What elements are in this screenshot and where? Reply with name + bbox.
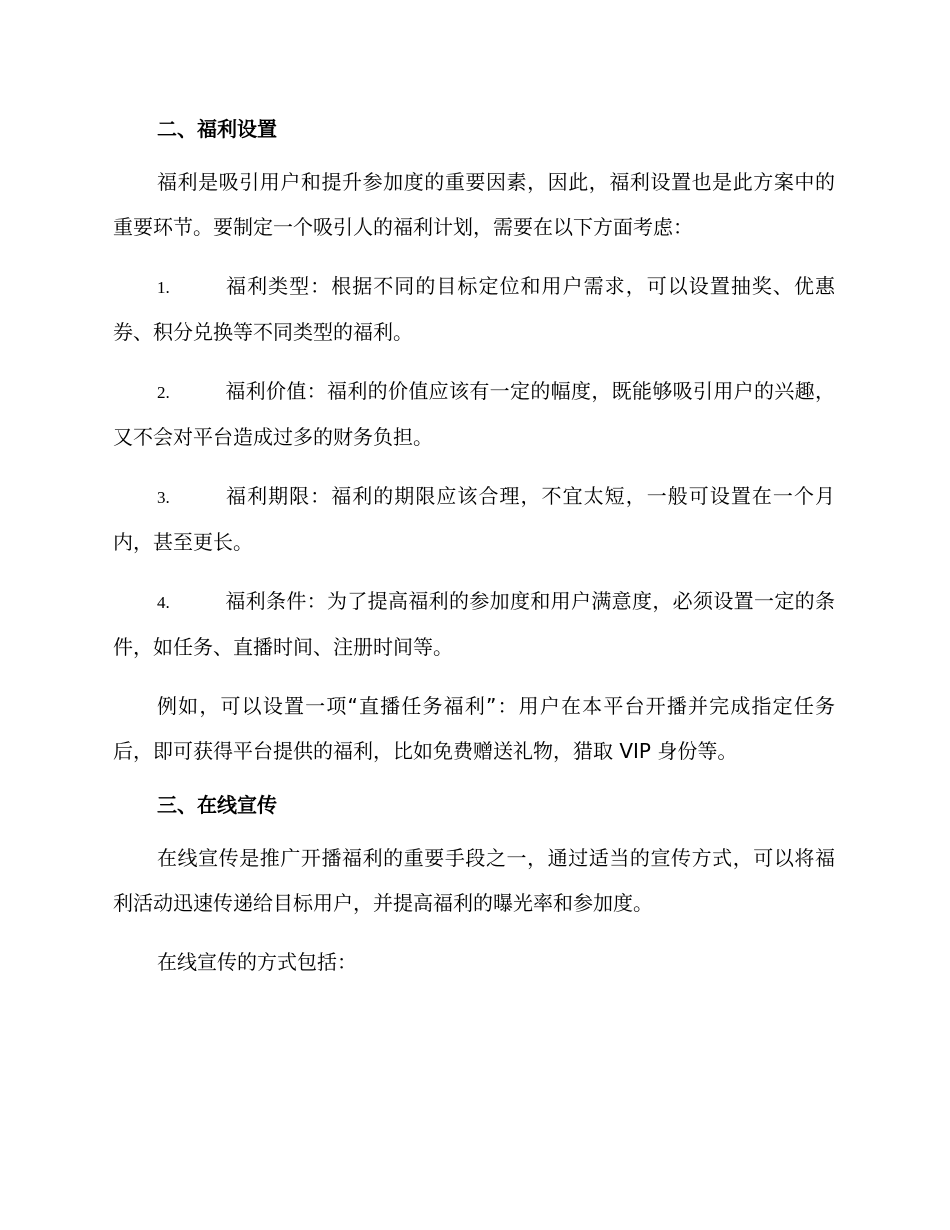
list-item-text: 福利条件：为了提高福利的参加度和用户满意度，必须设置一定的条件，如任务、直播时间、注册时间等。 (113, 589, 835, 659)
promotion-intro-paragraph: 在线宣传是推广开播福利的重要手段之一，通过适当的宣传方式，可以将福利活动迅速传递给目标用户，并提高福利的曝光率和参加度。 (113, 846, 835, 915)
list-item (113, 474, 835, 565)
document-body (113, 112, 835, 999)
welfare-intro-paragraph: 福利是吸引用户和提升参加度的重要因素，因此，福利设置也是此方案中的重要环节。要制定一个吸引人的福利计划，需要在以下方面考虑： (113, 170, 835, 239)
promotion-methods-lead: 在线宣传的方式包括： (157, 950, 357, 974)
welfare-example-paragraph: 例如，可以设置一项“直播任务福利”：用户在本平台开播并完成指定任务后，即可获得平台提供的福利，比如免费赠送礼物，猎取 VIP 身份等。 (113, 694, 835, 763)
section-heading-online-promotion: 三、在线宣传 (157, 793, 277, 817)
list-number: 2. (157, 383, 170, 402)
list-item (113, 369, 835, 460)
section-heading-welfare-settings: 二、福利设置 (157, 117, 277, 141)
list-number: 3. (157, 488, 170, 507)
list-number: 1. (157, 278, 170, 297)
list-item-text: 福利期限：福利的期限应该合理，不宜太短，一般可设置在一个月内，甚至更长。 (113, 484, 835, 554)
list-item (113, 579, 835, 670)
list-item-text: 福利价值：福利的价值应该有一定的幅度，既能够吸引用户的兴趣，又不会对平台造成过多的财务负担。 (113, 379, 835, 449)
list-item-text: 福利类型：根据不同的目标定位和用户需求，可以设置抽奖、优惠券、积分兑换等不同类型的福利。 (113, 274, 835, 344)
list-item (113, 264, 835, 355)
list-number: 4. (157, 593, 170, 612)
